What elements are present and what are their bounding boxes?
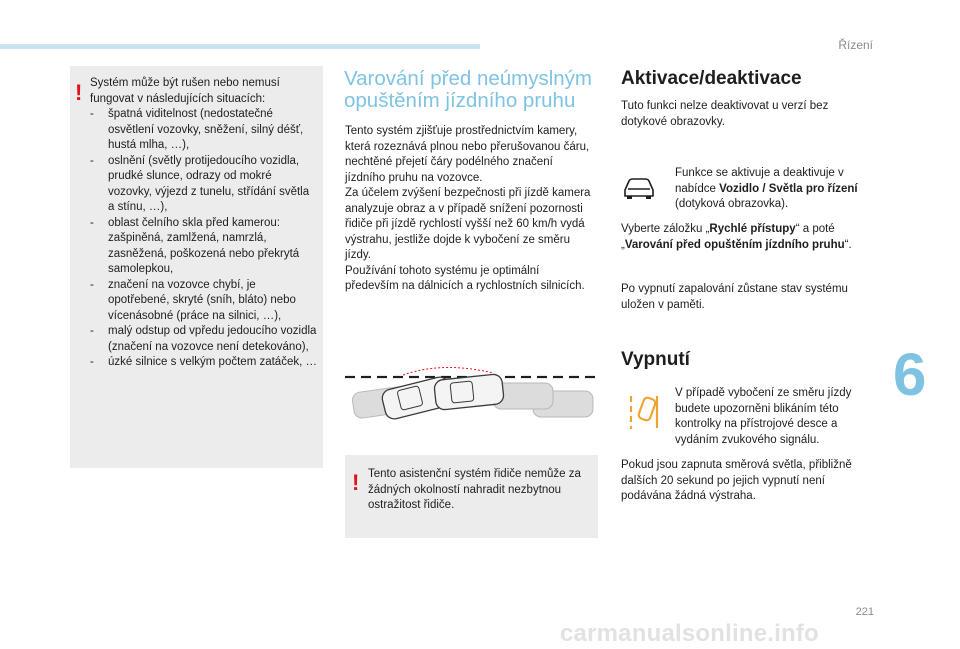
- tab-instruction: Vyberte záložku „Rychlé přístupy“ a poté „Varování před opuštěním jízdního pruhu“.: [621, 223, 852, 251]
- quick-access-tab: Rychlé přístupy: [709, 223, 796, 235]
- section-title: Řízení: [838, 38, 873, 52]
- lane-departure-warning-icon: [626, 392, 662, 430]
- memory-text: Po vypnutí zapalování zůstane stav systému uložen v paměti.: [621, 283, 848, 311]
- off-description: V případě vybočení ze směru jízdy budete upozorněni blikáním této kontrolky na přístrojové desce a vydáním zvukového signálu.: [675, 387, 852, 446]
- lane-warning-option: Varování před opuštěním jízdního pruhu: [624, 238, 845, 251]
- driver-assist-warning: Tento asistenční systém řidiče nemůže za žádných okolností nahradit nezbytnou ostražitost řidiče.: [368, 468, 581, 511]
- list-item: - špatná viditelnost (nedostatečné osvětlení vozovky, sněžení, silný déšť, hustá mlha, …),: [90, 107, 318, 154]
- car-icon: [622, 176, 656, 200]
- indicator-note: Pokud jsou zapnuta směrová světla, přibližně dalších 20 sekund po jejich vypnutí není podávána žádná výstraha.: [621, 459, 852, 502]
- lane-departure-illustration: [343, 355, 601, 435]
- paragraph: Tento systém zjišťuje prostřednictvím kamery, která rozeznává plnou nebo přerušovanou čáru, nechtěné přejetí čáry podélného značení jízdního pruhu na vozovce.: [345, 125, 590, 184]
- warning-list: [90, 107, 318, 371]
- paragraph: Za účelem zvýšení bezpečnosti při jízdě kamera analyzuje obraz a v případě snížení pozornosti řidiče při jízdě rychlostí vyšší než 60 km/h vydá výstrahu, jestliže dojde k vybočení ze směru jízdy.: [345, 187, 591, 261]
- system-description: [345, 124, 595, 295]
- activation-heading: Aktivace/deaktivace: [621, 68, 802, 89]
- off-heading: Vypnutí: [621, 349, 690, 370]
- menu-instruction: Funkce se aktivuje a deaktivuje v nabídce Vozidlo / Světla pro řízení (dotyková obrazovka).: [675, 167, 858, 210]
- watermark: carmanualsonline.info: [560, 620, 819, 647]
- chapter-number: 6: [893, 341, 927, 408]
- menu-path: Vozidlo / Světla pro řízení: [719, 182, 858, 195]
- exclamation-icon: !: [352, 470, 360, 495]
- list-item: - oblast čelního skla před kamerou: zašpiněná, zamlžená, namrzlá, zasněžená, poškozená nebo překrytá samolepkou,: [90, 216, 318, 278]
- section-heading: Varování před neúmyslným opuštěním jízdního pruhu: [344, 67, 593, 112]
- list-item: - oslnění (světly protijedoucího vozidla, prudké slunce, odrazy od mokré vozovky, výjezd z tunelu, střídání světla a stínu, …),: [90, 154, 318, 216]
- paragraph: Používání tohoto systému je optimální především na dálnicích a rychlostních silnicích.: [345, 264, 585, 292]
- activation-text: Tuto funkci nelze deaktivovat u verzí bez dotykové obrazovky.: [621, 100, 829, 128]
- warning-intro: Systém může být rušen nebo nemusí fungovat v následujících situacích:: [90, 77, 280, 105]
- exclamation-icon: !: [75, 80, 83, 105]
- header-bar: [0, 44, 480, 49]
- list-item: - značení na vozovce chybí, je opotřebené, skryté (sníh, bláto) nebo vícenásobné (práce na silnici, …),: [90, 278, 318, 325]
- page-number: 221: [855, 606, 874, 618]
- list-item: - malý odstup od vpředu jedoucího vozidla (značení na vozovce není detekováno),: [90, 324, 318, 355]
- list-item: - úzké silnice s velkým počtem zatáček, …: [90, 355, 318, 371]
